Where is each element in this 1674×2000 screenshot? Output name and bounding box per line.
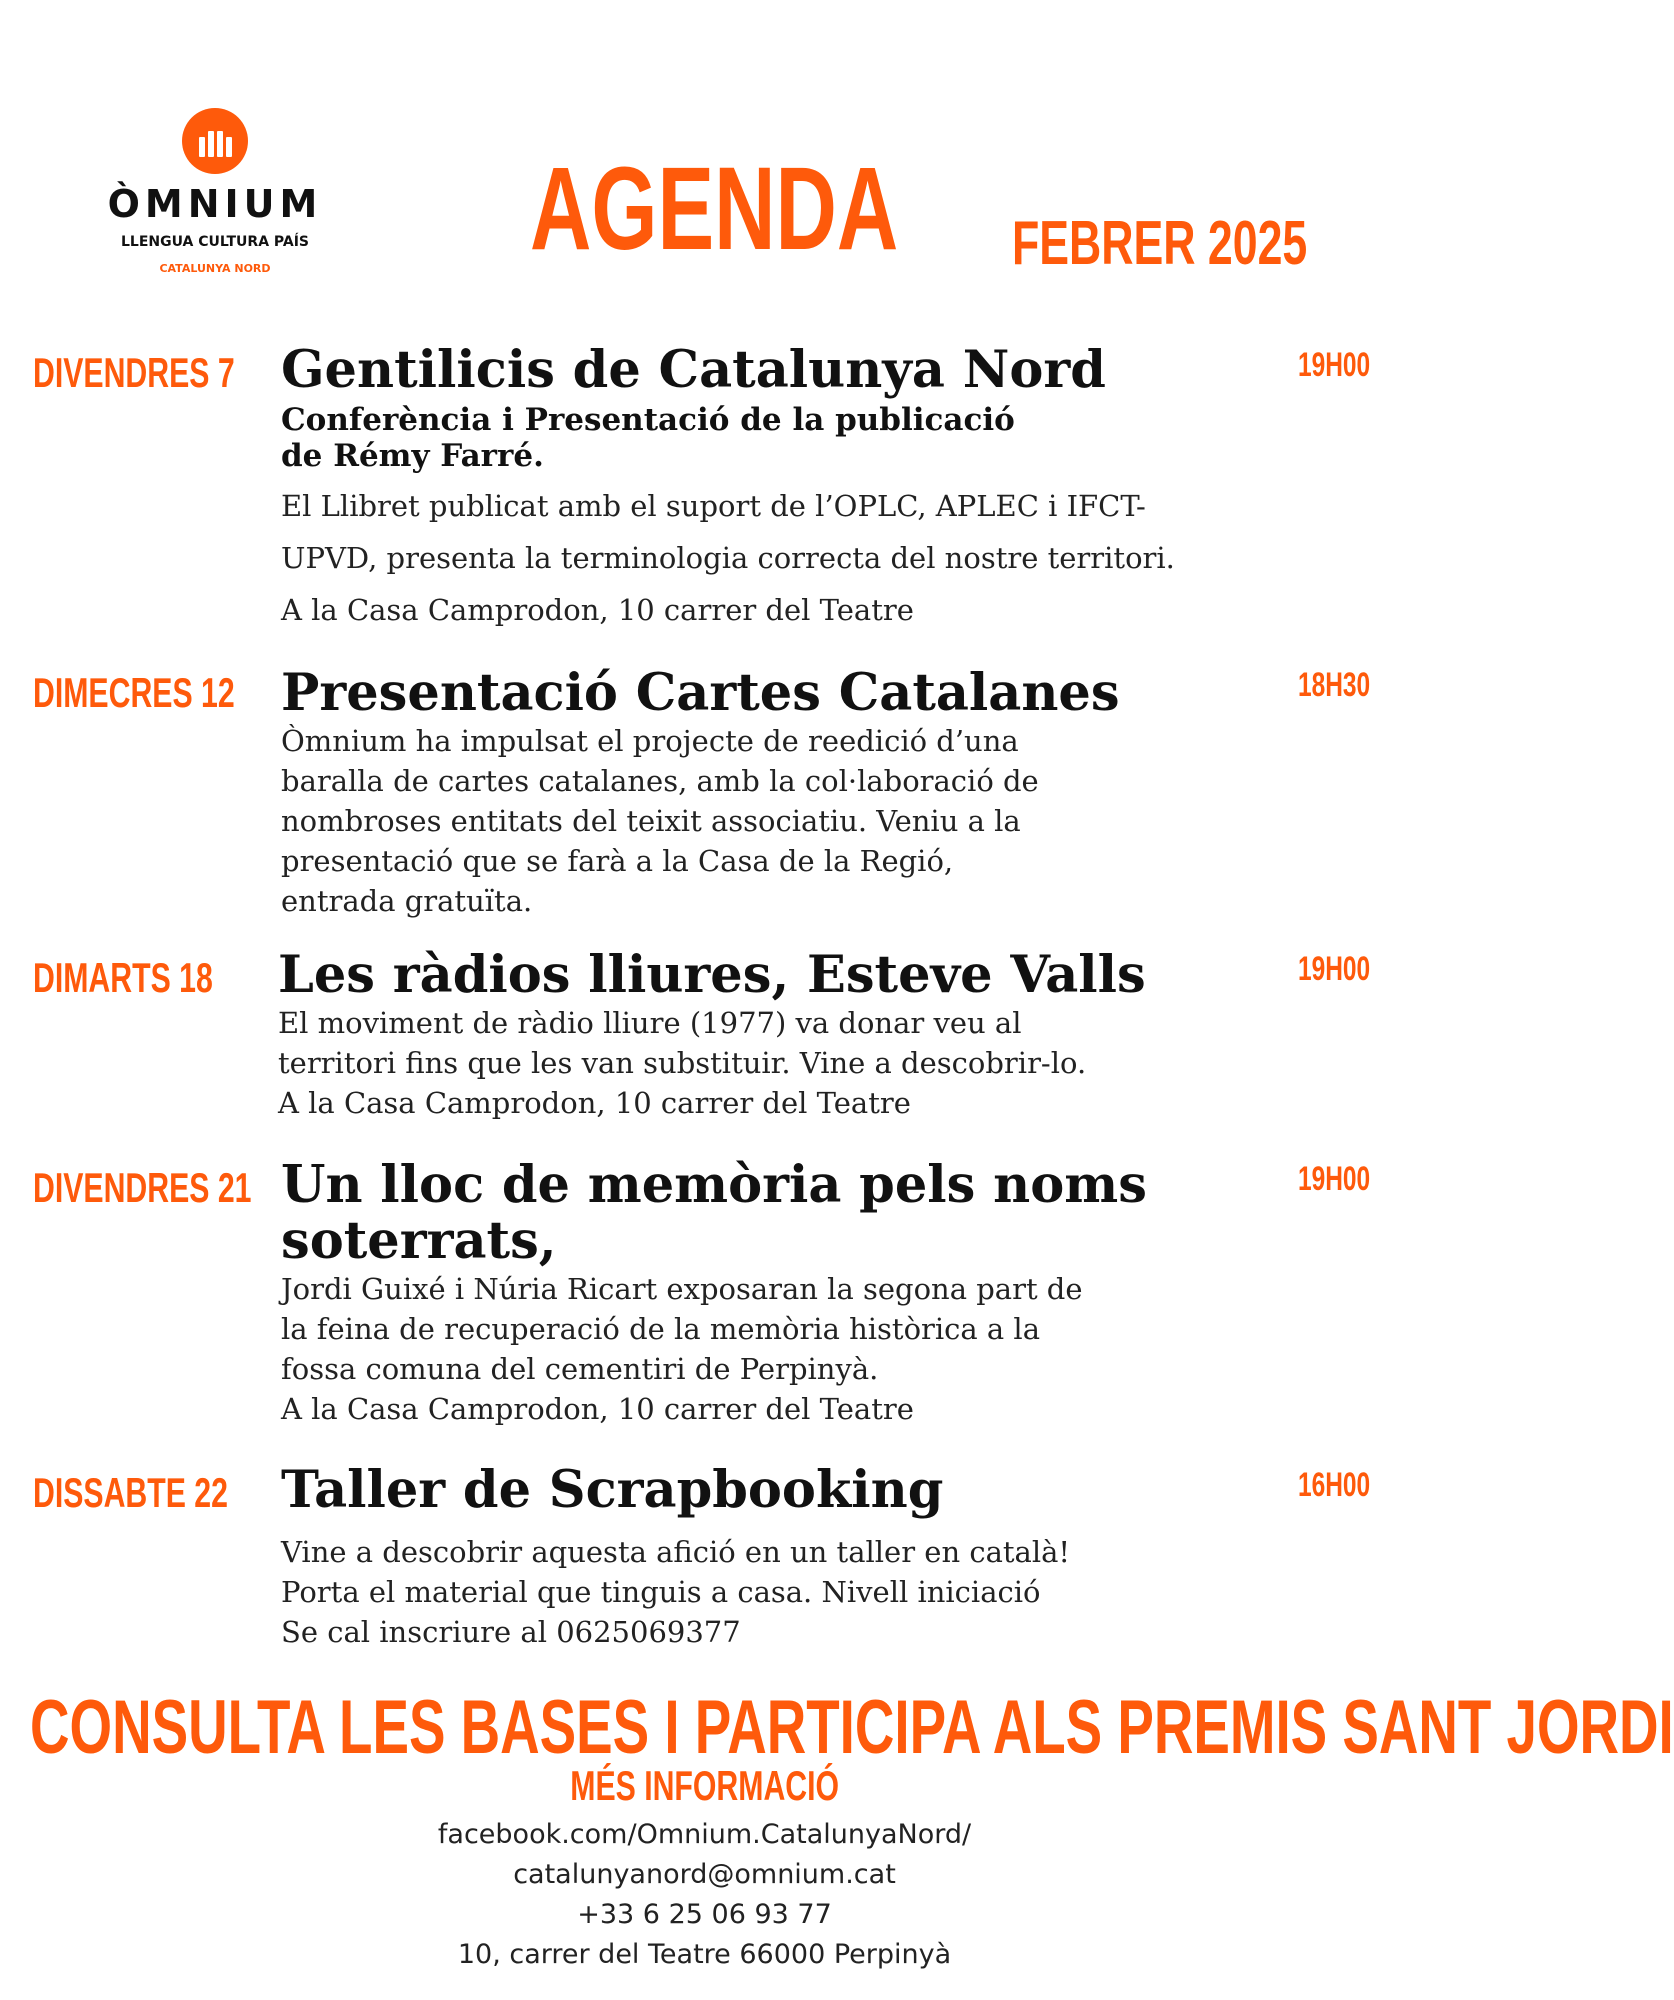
postal-address: 10, carrer del Teatre 66000 Perpinyà bbox=[457, 1939, 952, 1970]
event-body bbox=[278, 947, 1338, 1123]
event-subtitle: Conferència i Presentació de la publicació bbox=[281, 402, 1015, 438]
event-text: presentació que se farà a la Casa de la Regió, bbox=[281, 844, 954, 878]
event-text: Se cal inscriure al 0625069377 bbox=[281, 1615, 741, 1649]
event-text: la feina de recuperació de la memòria històrica a la bbox=[281, 1312, 1040, 1346]
event-title: Gentilicis de Catalunya Nord bbox=[281, 340, 1106, 400]
email-link[interactable]: catalunyanord@omnium.cat bbox=[513, 1859, 896, 1890]
event-text: Porta el material que tinguis a casa. Nivell iniciació bbox=[281, 1575, 1041, 1609]
event-time: 16H00 bbox=[1298, 1466, 1371, 1504]
event-location: A la Casa Camprodon, 10 carrer del Teatre bbox=[278, 1086, 911, 1120]
event-title: Les ràdios lliures, Esteve Valls bbox=[278, 945, 1146, 1005]
event-text: UPVD, presenta la terminologia correcta del nostre territori. bbox=[281, 541, 1175, 575]
event-body bbox=[281, 1462, 1341, 1652]
contact-block bbox=[0, 1815, 1409, 1975]
event-body bbox=[281, 665, 1341, 921]
event-location: A la Casa Camprodon, 10 carrer del Teatre bbox=[281, 593, 914, 627]
event-text: Òmnium ha impulsat el projecte de reedició d’una bbox=[281, 724, 1019, 758]
event-text: baralla de cartes catalanes, amb la col·laboració de bbox=[281, 764, 1039, 798]
event-title: Un lloc de memòria pels noms bbox=[281, 1155, 1147, 1215]
event-time: 19H00 bbox=[1298, 346, 1371, 384]
more-info-section bbox=[0, 1762, 1409, 1810]
premis-sant-jordi-banner: CONSULTA LES BASES I PARTICIPA ALS PREMIS SANT JORDI bbox=[30, 1685, 1674, 1770]
page-title: AGENDA bbox=[530, 143, 899, 275]
logo-tagline: LLENGUA CULTURA PAÍS bbox=[120, 234, 309, 250]
event-title: Taller de Scrapbooking bbox=[281, 1460, 944, 1520]
event-text: territori fins que les van substituir. Vine a descobrir-lo. bbox=[278, 1046, 1087, 1080]
event-title: soterrats, bbox=[281, 1211, 557, 1271]
event-body bbox=[281, 1157, 1341, 1429]
logo-name: ÒMNIUM bbox=[107, 182, 323, 226]
event-body bbox=[281, 342, 1341, 636]
event-time: 18H30 bbox=[1298, 666, 1371, 704]
logo-region: CATALUNYA NORD bbox=[159, 262, 271, 275]
event-location: A la Casa Camprodon, 10 carrer del Teatre bbox=[281, 1392, 914, 1426]
event-text: El Llibret publicat amb el suport de l’OPLC, APLEC i IFCT- bbox=[281, 489, 1146, 523]
event-day: DIMARTS 18 bbox=[33, 954, 213, 1001]
event-day: DIMECRES 12 bbox=[33, 669, 235, 716]
event-text: El moviment de ràdio lliure (1977) va donar veu al bbox=[278, 1006, 1022, 1040]
event-text: nombroses entitats del teixit associatiu. Veniu a la bbox=[281, 804, 1021, 838]
event-time: 19H00 bbox=[1298, 1160, 1371, 1198]
more-info-heading: MÉS INFORMACIÓ bbox=[570, 1762, 839, 1809]
omnium-emblem-icon bbox=[182, 108, 248, 174]
event-text: Jordi Guixé i Núria Ricart exposaran la segona part de bbox=[281, 1272, 1083, 1306]
facebook-link[interactable]: facebook.com/Omnium.CatalunyaNord/ bbox=[437, 1819, 972, 1850]
month-label: FEBRER 2025 bbox=[1012, 209, 1308, 278]
event-day: DIVENDRES 7 bbox=[33, 349, 235, 396]
event-text: entrada gratuïta. bbox=[281, 884, 533, 918]
omnium-logo bbox=[80, 108, 350, 275]
event-time: 19H00 bbox=[1298, 950, 1371, 988]
event-day: DIVENDRES 21 bbox=[33, 1164, 252, 1211]
event-text: fossa comuna del cementiri de Perpinyà. bbox=[281, 1352, 879, 1386]
event-title: Presentació Cartes Catalanes bbox=[281, 663, 1120, 723]
event-day: DISSABTE 22 bbox=[33, 1469, 228, 1516]
event-text: Vine a descobrir aquesta afició en un taller en català! bbox=[281, 1535, 1071, 1569]
event-subtitle: de Rémy Farré. bbox=[281, 438, 544, 474]
phone-number: +33 6 25 06 93 77 bbox=[577, 1899, 832, 1930]
